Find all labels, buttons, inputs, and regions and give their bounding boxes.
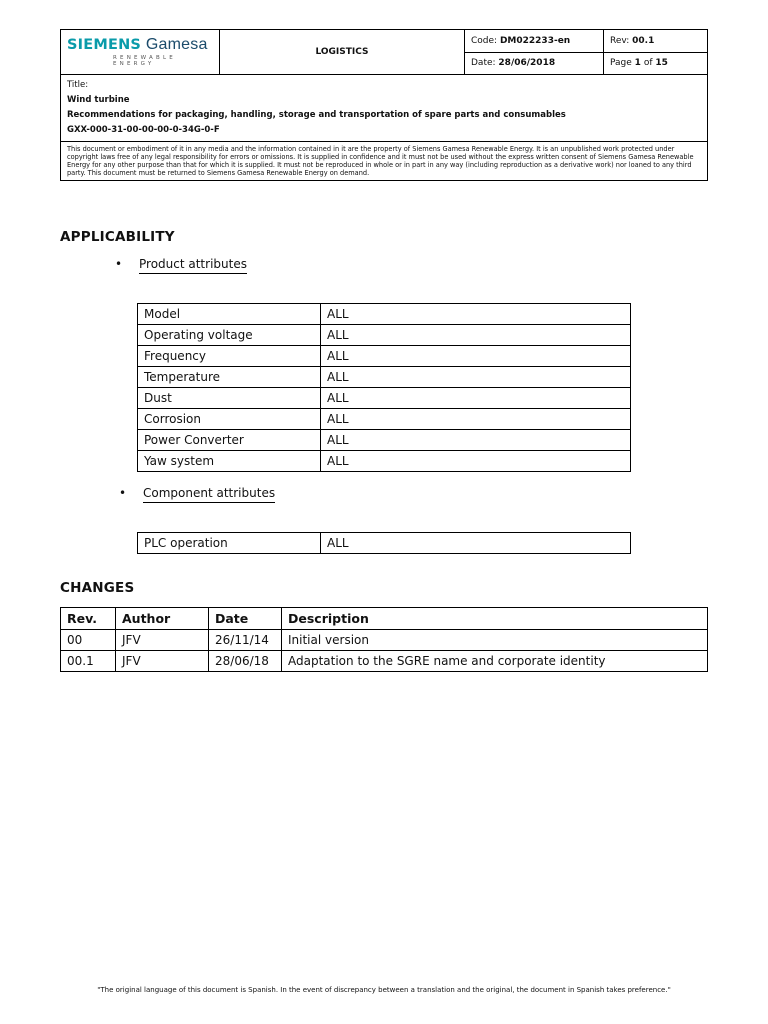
company-logo xyxy=(61,30,220,75)
table-row xyxy=(138,388,631,409)
attribute-name: Model xyxy=(138,304,321,325)
title-label: Title: xyxy=(67,80,89,90)
rev-cell: 00 xyxy=(61,630,116,651)
code-cell: Code: DM022233-en xyxy=(465,30,604,53)
table-row xyxy=(138,409,631,430)
description-cell: Adaptation to the SGRE name and corporate identity xyxy=(282,651,708,672)
document-title: LOGISTICS xyxy=(220,30,465,75)
logo-subtitle: RENEWABLE ENERGY xyxy=(113,55,176,67)
attribute-name: Corrosion xyxy=(138,409,321,430)
component-attributes-bullet: • Component attributes xyxy=(143,486,275,500)
rev-cell: Rev: 00.1 xyxy=(604,30,708,53)
document-header xyxy=(60,29,708,181)
attribute-value: ALL xyxy=(321,346,631,367)
changes-table xyxy=(60,607,708,672)
col-date: Date xyxy=(209,608,282,630)
author-cell: JFV xyxy=(116,651,209,672)
logo-brand: SIEMENS xyxy=(67,37,142,53)
attribute-name: Temperature xyxy=(138,367,321,388)
table-row xyxy=(138,346,631,367)
attribute-name: Power Converter xyxy=(138,430,321,451)
product-attributes-table xyxy=(137,303,631,472)
table-row xyxy=(61,651,708,672)
page-total: 15 xyxy=(655,58,668,69)
rev-value: 00.1 xyxy=(632,35,655,46)
footer-note: "The original language of this document is Spanish. In the event of discrepancy between a translation and the original, the document in Spanish takes preference." xyxy=(97,986,671,994)
col-author: Author xyxy=(116,608,209,630)
title-line-1: Wind turbine xyxy=(67,95,130,105)
attribute-name: Dust xyxy=(138,388,321,409)
col-rev: Rev. xyxy=(61,608,116,630)
table-row xyxy=(138,533,631,554)
attribute-value: ALL xyxy=(321,388,631,409)
table-row xyxy=(138,451,631,472)
title-line-2: Recommendations for packaging, handling, storage and transportation of spare parts and consumables xyxy=(67,110,566,120)
page-number: 1 xyxy=(634,58,641,69)
code-value: DM022233-en xyxy=(499,35,571,46)
page-cell: Page 1 of 15 xyxy=(604,52,708,75)
table-row xyxy=(138,325,631,346)
attribute-name: Frequency xyxy=(138,346,321,367)
attribute-value: ALL xyxy=(321,304,631,325)
table-row xyxy=(138,304,631,325)
table-row xyxy=(138,430,631,451)
legal-notice: This document or embodiment of it in any media and the information contained in it are the property of Siemens Gamesa Renewable Energy. It is an unpublished work protected under copyright laws free of any legal responsibility for errors or omissions. It is supplied in confidence and it must not be used without the express written consent of Siemens Gamesa Renewable Energy for any other purpose than that for which it is supplied. It must not be reproduced in whole or in part in any way (including reproduction as a derivative work) nor loaned to any third party. This document must be returned to Siemens Gamesa Renewable Energy on demand. xyxy=(61,142,708,181)
product-attributes-label: Product attributes xyxy=(139,257,247,274)
title-box xyxy=(61,75,708,142)
changes-heading: CHANGES xyxy=(60,580,135,596)
attribute-value: ALL xyxy=(321,533,631,554)
attribute-value: ALL xyxy=(321,325,631,346)
component-attributes-table xyxy=(137,532,631,554)
author-cell: JFV xyxy=(116,630,209,651)
date-value: 28/06/2018 xyxy=(498,58,556,69)
logo-name: Gamesa xyxy=(145,36,208,53)
description-cell: Initial version xyxy=(282,630,708,651)
table-row xyxy=(138,367,631,388)
attribute-value: ALL xyxy=(321,367,631,388)
date-cell: Date: 28/06/2018 xyxy=(465,52,604,75)
title-line-3: GXX-000-31-00-00-00-0-34G-0-F xyxy=(67,125,220,135)
attribute-name: Yaw system xyxy=(138,451,321,472)
attribute-value: ALL xyxy=(321,430,631,451)
applicability-heading: APPLICABILITY xyxy=(60,229,175,245)
attribute-value: ALL xyxy=(321,451,631,472)
attribute-value: ALL xyxy=(321,409,631,430)
rev-cell: 00.1 xyxy=(61,651,116,672)
component-attributes-label: Component attributes xyxy=(143,486,275,503)
table-row xyxy=(61,630,708,651)
product-attributes-bullet: • Product attributes xyxy=(139,257,247,271)
attribute-name: PLC operation xyxy=(138,533,321,554)
date-cell: 28/06/18 xyxy=(209,651,282,672)
date-cell: 26/11/14 xyxy=(209,630,282,651)
attribute-name: Operating voltage xyxy=(138,325,321,346)
col-description: Description xyxy=(282,608,708,630)
